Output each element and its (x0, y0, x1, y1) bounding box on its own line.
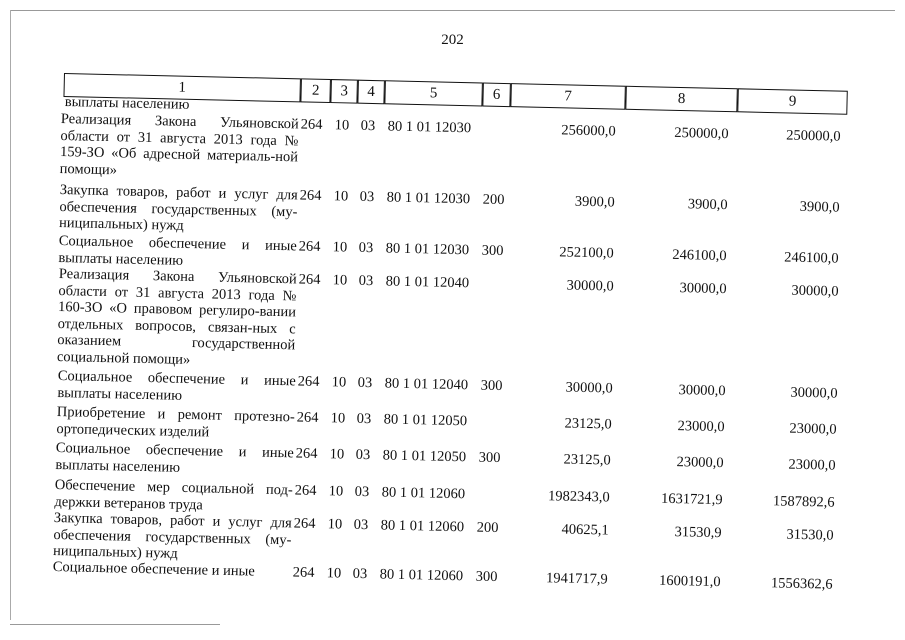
cell-c7: 252100,0 (559, 244, 614, 262)
cell-c9: 1556362,6 (770, 575, 833, 593)
cell-c7: 30000,0 (565, 379, 613, 397)
cell-c9: 3900,0 (799, 198, 840, 216)
cell-c2: 264 (297, 373, 320, 390)
cell-c2: 264 (294, 482, 317, 499)
cell-c8: 30000,0 (679, 280, 727, 298)
cell-c3: 10 (334, 117, 350, 134)
cell-c5: 80 1 01 12050 (383, 411, 468, 430)
cell-c9: 1587892,6 (772, 493, 835, 511)
cell-c2: 264 (300, 116, 323, 133)
cell-c9: 30000,0 (791, 282, 839, 300)
cell-c6: 300 (480, 377, 503, 395)
continuation-text: выплаты населению (64, 94, 190, 113)
row-name: Закупка товаров, работ и услуг для обеспечения государственных (му-ниципальных) нужд (52, 510, 292, 562)
cell-c9: 30000,0 (790, 384, 838, 402)
header-col-8: 8 (625, 86, 738, 113)
footnote-rule (10, 624, 220, 625)
cell-c8: 23000,0 (676, 454, 724, 472)
cell-c2: 264 (296, 409, 319, 426)
cell-c6: 200 (476, 519, 499, 537)
row-name: Реализация Закона Ульяновской области от 31 августа 2013 года № 160-ЗО «О правовом регулиро-вании отдельных вопросов, связан-ных с оказанием государственной социальной помощи» (56, 266, 297, 368)
cell-c3: 10 (331, 374, 347, 391)
cell-c7: 23125,0 (563, 451, 611, 469)
cell-c3: 10 (329, 446, 345, 463)
cell-c3: 10 (326, 565, 342, 582)
header-col-3: 3 (330, 79, 358, 104)
header-col-5: 5 (384, 80, 483, 106)
cell-c4: 03 (358, 272, 374, 290)
cell-c5: 80 1 01 12030 (386, 189, 471, 208)
cell-c2: 264 (298, 271, 321, 288)
row-name: Социальное обеспечение и иные (52, 559, 255, 580)
cell-c6: 200 (482, 191, 505, 209)
cell-c5: 80 1 01 12040 (385, 273, 470, 292)
cell-c8: 30000,0 (678, 382, 726, 400)
cell-c6: 300 (475, 568, 498, 586)
cell-c4: 03 (354, 483, 370, 501)
header-col-4: 4 (357, 80, 385, 105)
cell-c4: 03 (360, 117, 376, 135)
cell-c9: 246100,0 (784, 249, 839, 267)
cell-c4: 03 (357, 374, 373, 392)
cell-c8: 3900,0 (687, 196, 728, 214)
cell-c5: 80 1 01 12030 (385, 240, 470, 259)
cell-c8: 1600191,0 (658, 572, 721, 591)
cell-c4: 03 (355, 446, 371, 464)
cell-c7: 1941717,9 (545, 570, 608, 588)
cell-c5: 80 1 01 12040 (384, 375, 469, 394)
header-col-7: 7 (510, 83, 626, 110)
cell-c8: 246100,0 (672, 246, 727, 265)
cell-c2: 264 (295, 445, 318, 462)
page-edge-top (10, 10, 895, 11)
cell-c8: 31530,9 (674, 524, 722, 542)
cell-c8: 1631721,9 (660, 490, 723, 509)
cell-c5: 80 1 01 12030 (387, 118, 472, 137)
page-edge-left (10, 10, 11, 620)
header-col-2: 2 (300, 78, 331, 103)
cell-c8: 23000,0 (677, 418, 725, 436)
cell-c7: 30000,0 (566, 277, 614, 295)
row-name: Социальное обеспечение и иные выплаты населению (55, 440, 294, 476)
cell-c4: 03 (353, 516, 369, 534)
header-col-1: 1 (63, 73, 300, 102)
cell-c7: 1982343,0 (547, 488, 610, 506)
cell-c6: 300 (481, 242, 504, 260)
cell-c9: 31530,0 (786, 526, 834, 544)
cell-c9: 23000,0 (788, 456, 836, 474)
cell-c7: 23125,0 (564, 415, 612, 433)
row-name: Социальное обеспечение и иные выплаты населению (57, 368, 296, 404)
row-name: Обеспечение мер социальной под-держки ветеранов труда (54, 477, 293, 513)
cell-c7: 40625,1 (561, 521, 609, 539)
header-col-6: 6 (482, 83, 511, 108)
page-number: 202 (441, 32, 464, 48)
cell-c3: 10 (328, 483, 344, 500)
cell-c2: 264 (292, 564, 315, 581)
cell-c6: 300 (478, 449, 501, 467)
cell-c3: 10 (330, 410, 346, 427)
cell-c7: 3900,0 (574, 193, 615, 211)
row-name: Приобретение и ремонт протезно-ортопедических изделий (56, 404, 295, 440)
cell-c2: 264 (293, 515, 316, 532)
cell-c5: 80 1 01 12060 (380, 517, 465, 536)
row-name: Закупка товаров, работ и услуг для обеспечения государственных (му-ниципальных) нужд (58, 182, 298, 234)
cell-c2: 264 (298, 238, 321, 255)
row-name: Реализация Закона Ульяновской области от 31 августа 2013 года № 159-ЗО «Об адресной материаль-ной помощи» (59, 111, 299, 178)
cell-c5: 80 1 01 12060 (379, 566, 464, 585)
row-name: Социальное обеспечение и иные выплаты населению (58, 233, 297, 269)
cell-c9: 23000,0 (789, 420, 837, 438)
cell-c5: 80 1 01 12060 (381, 484, 466, 503)
cell-c3: 10 (332, 239, 348, 256)
cell-c4: 03 (352, 565, 368, 583)
cell-c3: 10 (332, 272, 348, 289)
cell-c3: 10 (327, 516, 343, 533)
header-col-9: 9 (737, 88, 848, 114)
cell-c8: 250000,0 (674, 124, 729, 143)
cell-c4: 03 (359, 188, 375, 206)
cell-c3: 10 (333, 188, 349, 205)
cell-c4: 03 (358, 239, 374, 257)
cell-c7: 256000,0 (561, 122, 616, 140)
cell-c4: 03 (356, 410, 372, 428)
cell-c2: 264 (299, 187, 322, 204)
cell-c9: 250000,0 (786, 127, 841, 145)
cell-c5: 80 1 01 12050 (382, 447, 467, 466)
